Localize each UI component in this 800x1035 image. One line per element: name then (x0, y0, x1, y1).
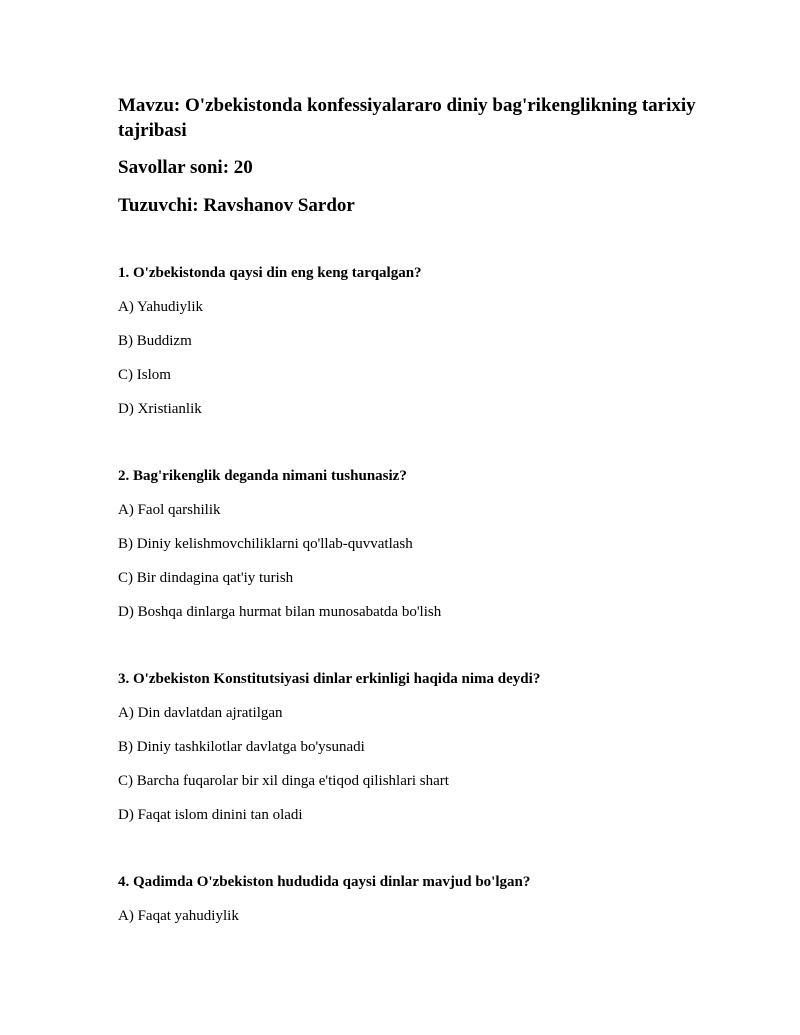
answer-option: D) Boshqa dinlarga hurmat bilan munosabatda bo'lish (118, 604, 442, 620)
author-line: Tuzuvchi: Ravshanov Sardor (118, 195, 355, 216)
answer-option: C) Islom (118, 367, 171, 383)
document-title: Mavzu: O'zbekistonda konfessiyalararo diniy bag'rikenglikning tarixiy tajribasi (118, 95, 696, 141)
answer-option: C) Bir dindagina qat'iy turish (118, 570, 294, 586)
answer-option: D) Faqat islom dinini tan oladi (118, 807, 303, 823)
answer-option: A) Faol qarshilik (118, 502, 221, 518)
question-text: 4. Qadimda O'zbekiston hududida qaysi dinlar mavjud bo'lgan? (118, 874, 531, 890)
answer-option: A) Yahudiylik (118, 299, 204, 315)
answer-option: A) Faqat yahudiylik (118, 908, 239, 924)
question-block (118, 263, 738, 433)
answer-option: B) Buddizm (118, 333, 192, 349)
question-block (118, 669, 738, 839)
answer-option: B) Diniy tashkilotlar davlatga bo'ysunadi (118, 739, 365, 755)
answer-option: D) Xristianlik (118, 401, 202, 417)
answer-option: B) Diniy kelishmovchiliklarni qo'llab-quvvatlash (118, 536, 413, 552)
question-block (118, 872, 738, 940)
question-text: 3. O'zbekiston Konstitutsiyasi dinlar erkinligi haqida nima deydi? (118, 671, 541, 687)
answer-option: C) Barcha fuqarolar bir xil dinga e'tiqod qilishlari shart (118, 773, 449, 789)
question-text: 1. O'zbekistonda qaysi din eng keng tarqalgan? (118, 265, 422, 281)
question-text: 2. Bag'rikenglik deganda nimani tushunasiz? (118, 468, 407, 484)
answer-option: A) Din davlatdan ajratilgan (118, 705, 283, 721)
question-count: Savollar soni: 20 (118, 157, 253, 178)
question-block (118, 466, 738, 636)
